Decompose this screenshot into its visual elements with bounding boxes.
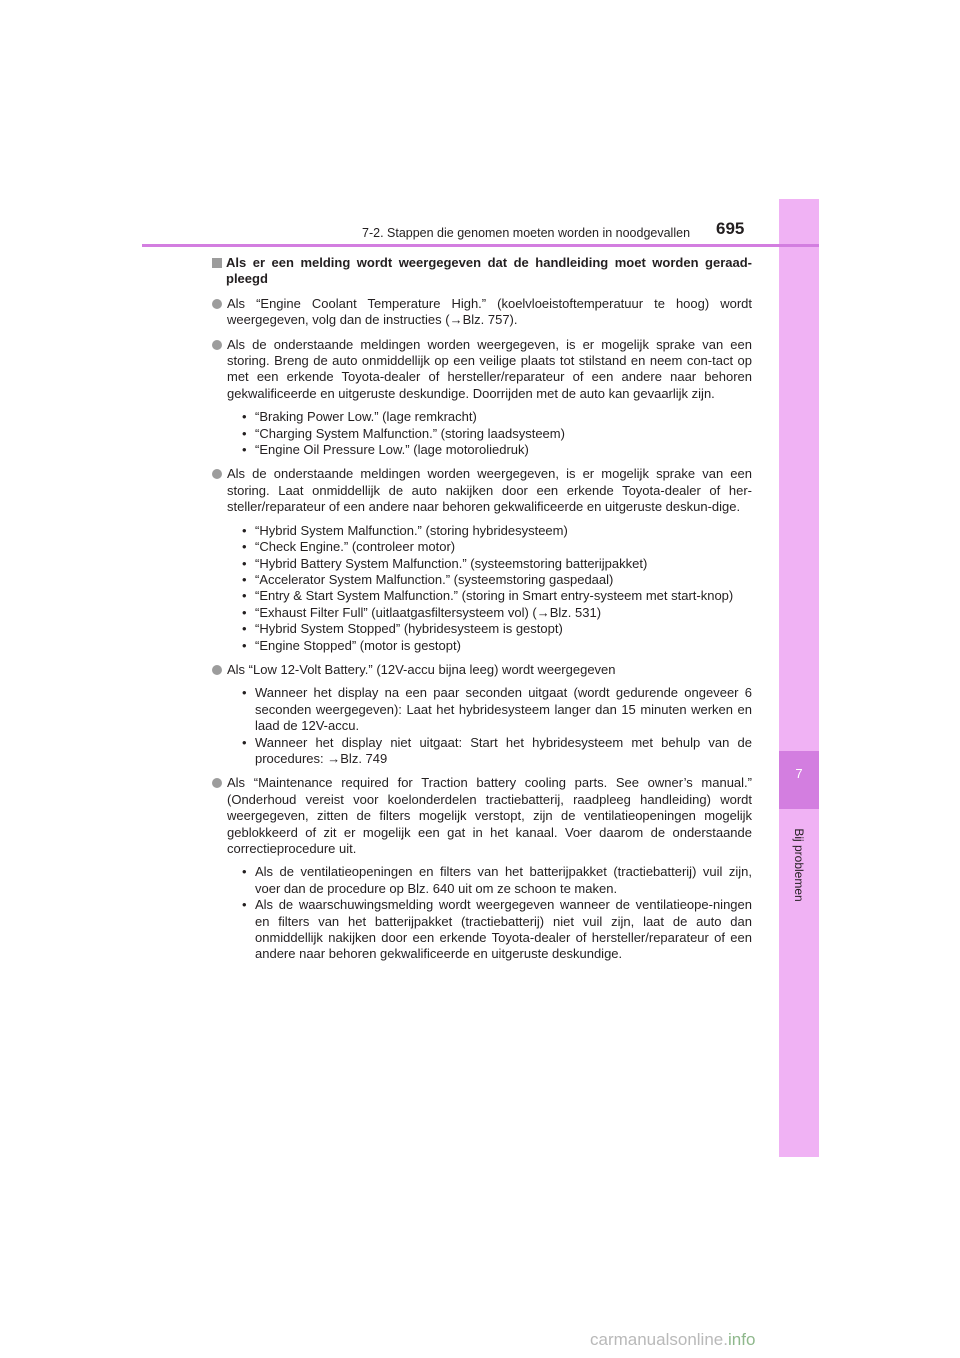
chapter-number: 7 (795, 766, 803, 781)
sub-item (242, 556, 752, 572)
sub-item-text: “Entry & Start System Malfunction.” (storing in Smart entry-systeem met start-knop) (255, 588, 734, 604)
chapter-tab-strip (779, 199, 819, 1157)
bullet-text: Als de onderstaande meldingen worden weergegeven, is er mogelijk sprake van een storing. Laat onmiddellijk de auto nakijken door een erkende Toyota-dealer of her-steller/reparateur of een andere naar behoren gekwalificeerde en uitgeruste deskun-dige. (227, 466, 752, 515)
sub-item-text: “Engine Oil Pressure Low.” (lage motoroliedruk) (255, 442, 529, 458)
sub-item-text: Wanneer het display na een paar seconden uitgaat (wordt gedurende ongeveer 6 seconden weergegeven): Laat het hybridesysteem langer dan 15 minuten werken en laad de 12V-accu. (255, 685, 752, 734)
sub-bullet-marker: • (242, 442, 247, 458)
sub-item (242, 523, 752, 539)
square-bullet-icon (212, 258, 222, 268)
sub-bullet-marker: • (242, 604, 247, 620)
sub-item (242, 897, 752, 963)
sub-item (242, 572, 752, 588)
sub-item (242, 442, 752, 458)
sub-bullet-marker: • (242, 522, 247, 538)
sub-item (242, 409, 752, 425)
sub-bullet-marker: • (242, 409, 247, 425)
watermark: carmanualsonline.info (590, 1330, 756, 1349)
sub-item (242, 539, 752, 555)
sub-item-text: Wanneer het display niet uitgaat: Start het hybridesysteem met behulp van de procedures: →Blz. 749 (255, 734, 752, 766)
sub-item-text: Als de ventilatieopeningen en filters van het batterijpakket (tractiebatterij) vuil zijn, voer dan de procedure op Blz. 640 uit om ze schoon te maken. (255, 864, 752, 896)
sub-bullet-marker: • (242, 864, 247, 880)
sub-item-text: “Accelerator System Malfunction.” (systeemstoring gaspedaal) (255, 571, 614, 587)
circle-bullet-icon (212, 340, 222, 350)
sub-bullet-marker: • (242, 621, 247, 637)
sub-bullet-marker: • (242, 539, 247, 555)
bullet-text: Als “Engine Coolant Temperature High.” (koelvloeistoftemperatuur te hoog) wordt weergegeven, volg dan de instructies (→Blz. 757). (227, 295, 752, 328)
heading-text: Als er een melding wordt weergegeven dat de handleiding moet worden geraad-pleegd (226, 255, 752, 287)
sub-item (242, 864, 752, 897)
sub-item-text: “Check Engine.” (controleer motor) (255, 539, 456, 555)
header-rule (142, 244, 819, 247)
sub-item-text: “Charging System Malfunction.” (storing laadsysteem) (255, 425, 565, 441)
sub-bullet-marker: • (242, 425, 247, 441)
bullet-list (212, 296, 752, 963)
circle-bullet-icon (212, 469, 222, 479)
sub-bullet-marker: • (242, 897, 247, 913)
bullet-text: Als de onderstaande meldingen worden weergegeven, is er mogelijk sprake van een storing. Breng de auto onmiddellijk op een veilige plaats tot stilstand en neem con-tact op met een erkende Toyota-dealer of hersteller/reparateur of een andere naar behoren gekwalificeerde en uitgeruste deskundige. Doorrijden met de auto kan gevaarlijk zijn. (227, 336, 752, 401)
sub-list (242, 523, 752, 654)
chapter-label: Bij problemen (792, 828, 806, 902)
sub-item-text: “Braking Power Low.” (lage remkracht) (255, 409, 477, 425)
page-number: 695 (716, 219, 745, 238)
sub-item-text: “Hybrid System Stopped” (hybridesysteem is gestopt) (255, 621, 563, 637)
section-heading (212, 255, 752, 288)
bullet-text: Als “Maintenance required for Traction battery cooling parts. See owner’s manual.” (Onderhoud vereist voor koelonderdelen tractiebatterij, raadpleeg handleiding) wordt weergegeven, zitten de filters mogelijk verstopt, zijn de ventilatieopeningen mogelijk geblokkeerd of zit er mogelijk een gat in het kanaal. Voer daarom de onderstaande correctieprocedure uit. (227, 775, 752, 856)
bullet-item (212, 296, 752, 329)
sub-bullet-marker: • (242, 571, 247, 587)
sub-bullet-marker: • (242, 637, 247, 653)
sub-item (242, 685, 752, 734)
sub-item (242, 621, 752, 637)
sub-list (242, 685, 752, 767)
circle-bullet-icon (212, 665, 222, 675)
circle-bullet-icon (212, 299, 222, 309)
bullet-item (212, 775, 752, 962)
sub-list (242, 409, 752, 458)
sub-list (242, 864, 752, 962)
sub-item (242, 735, 752, 768)
sub-item-text: “Engine Stopped” (motor is gestopt) (255, 637, 461, 653)
page-content (212, 255, 752, 966)
sub-bullet-marker: • (242, 588, 247, 604)
sub-bullet-marker: • (242, 734, 247, 750)
bullet-item (212, 466, 752, 653)
bullet-text: Als “Low 12-Volt Battery.” (12V-accu bijna leeg) wordt weergegeven (227, 661, 616, 677)
sub-item-text: “Hybrid Battery System Malfunction.” (systeemstoring batterijpakket) (255, 555, 648, 571)
sub-item (242, 588, 752, 604)
sub-item-text: “Hybrid System Malfunction.” (storing hybridesysteem) (255, 522, 568, 538)
sub-item (242, 426, 752, 442)
bullet-item (212, 337, 752, 459)
section-title: 7-2. Stappen die genomen moeten worden in noodgevallen (362, 226, 691, 240)
sub-item-text: Als de waarschuwingsmelding wordt weergegeven wanneer de ventilatieope-ningen en filters van het batterijpakket (tractiebatterij) niet vuil zijn, laat de auto dan onmiddellijk nakijken door een erkende Toyota-dealer of hersteller/reparateur of een andere naar behoren gekwalificeerde en uitgeruste deskundige. (255, 897, 752, 962)
circle-bullet-icon (212, 778, 222, 788)
sub-item (242, 638, 752, 654)
sub-bullet-marker: • (242, 685, 247, 701)
sub-item-text: “Exhaust Filter Full” (uitlaatgasfiltersysteem vol) (→Blz. 531) (255, 604, 602, 620)
bullet-item (212, 662, 752, 767)
sub-bullet-marker: • (242, 555, 247, 571)
sub-item (242, 605, 752, 621)
